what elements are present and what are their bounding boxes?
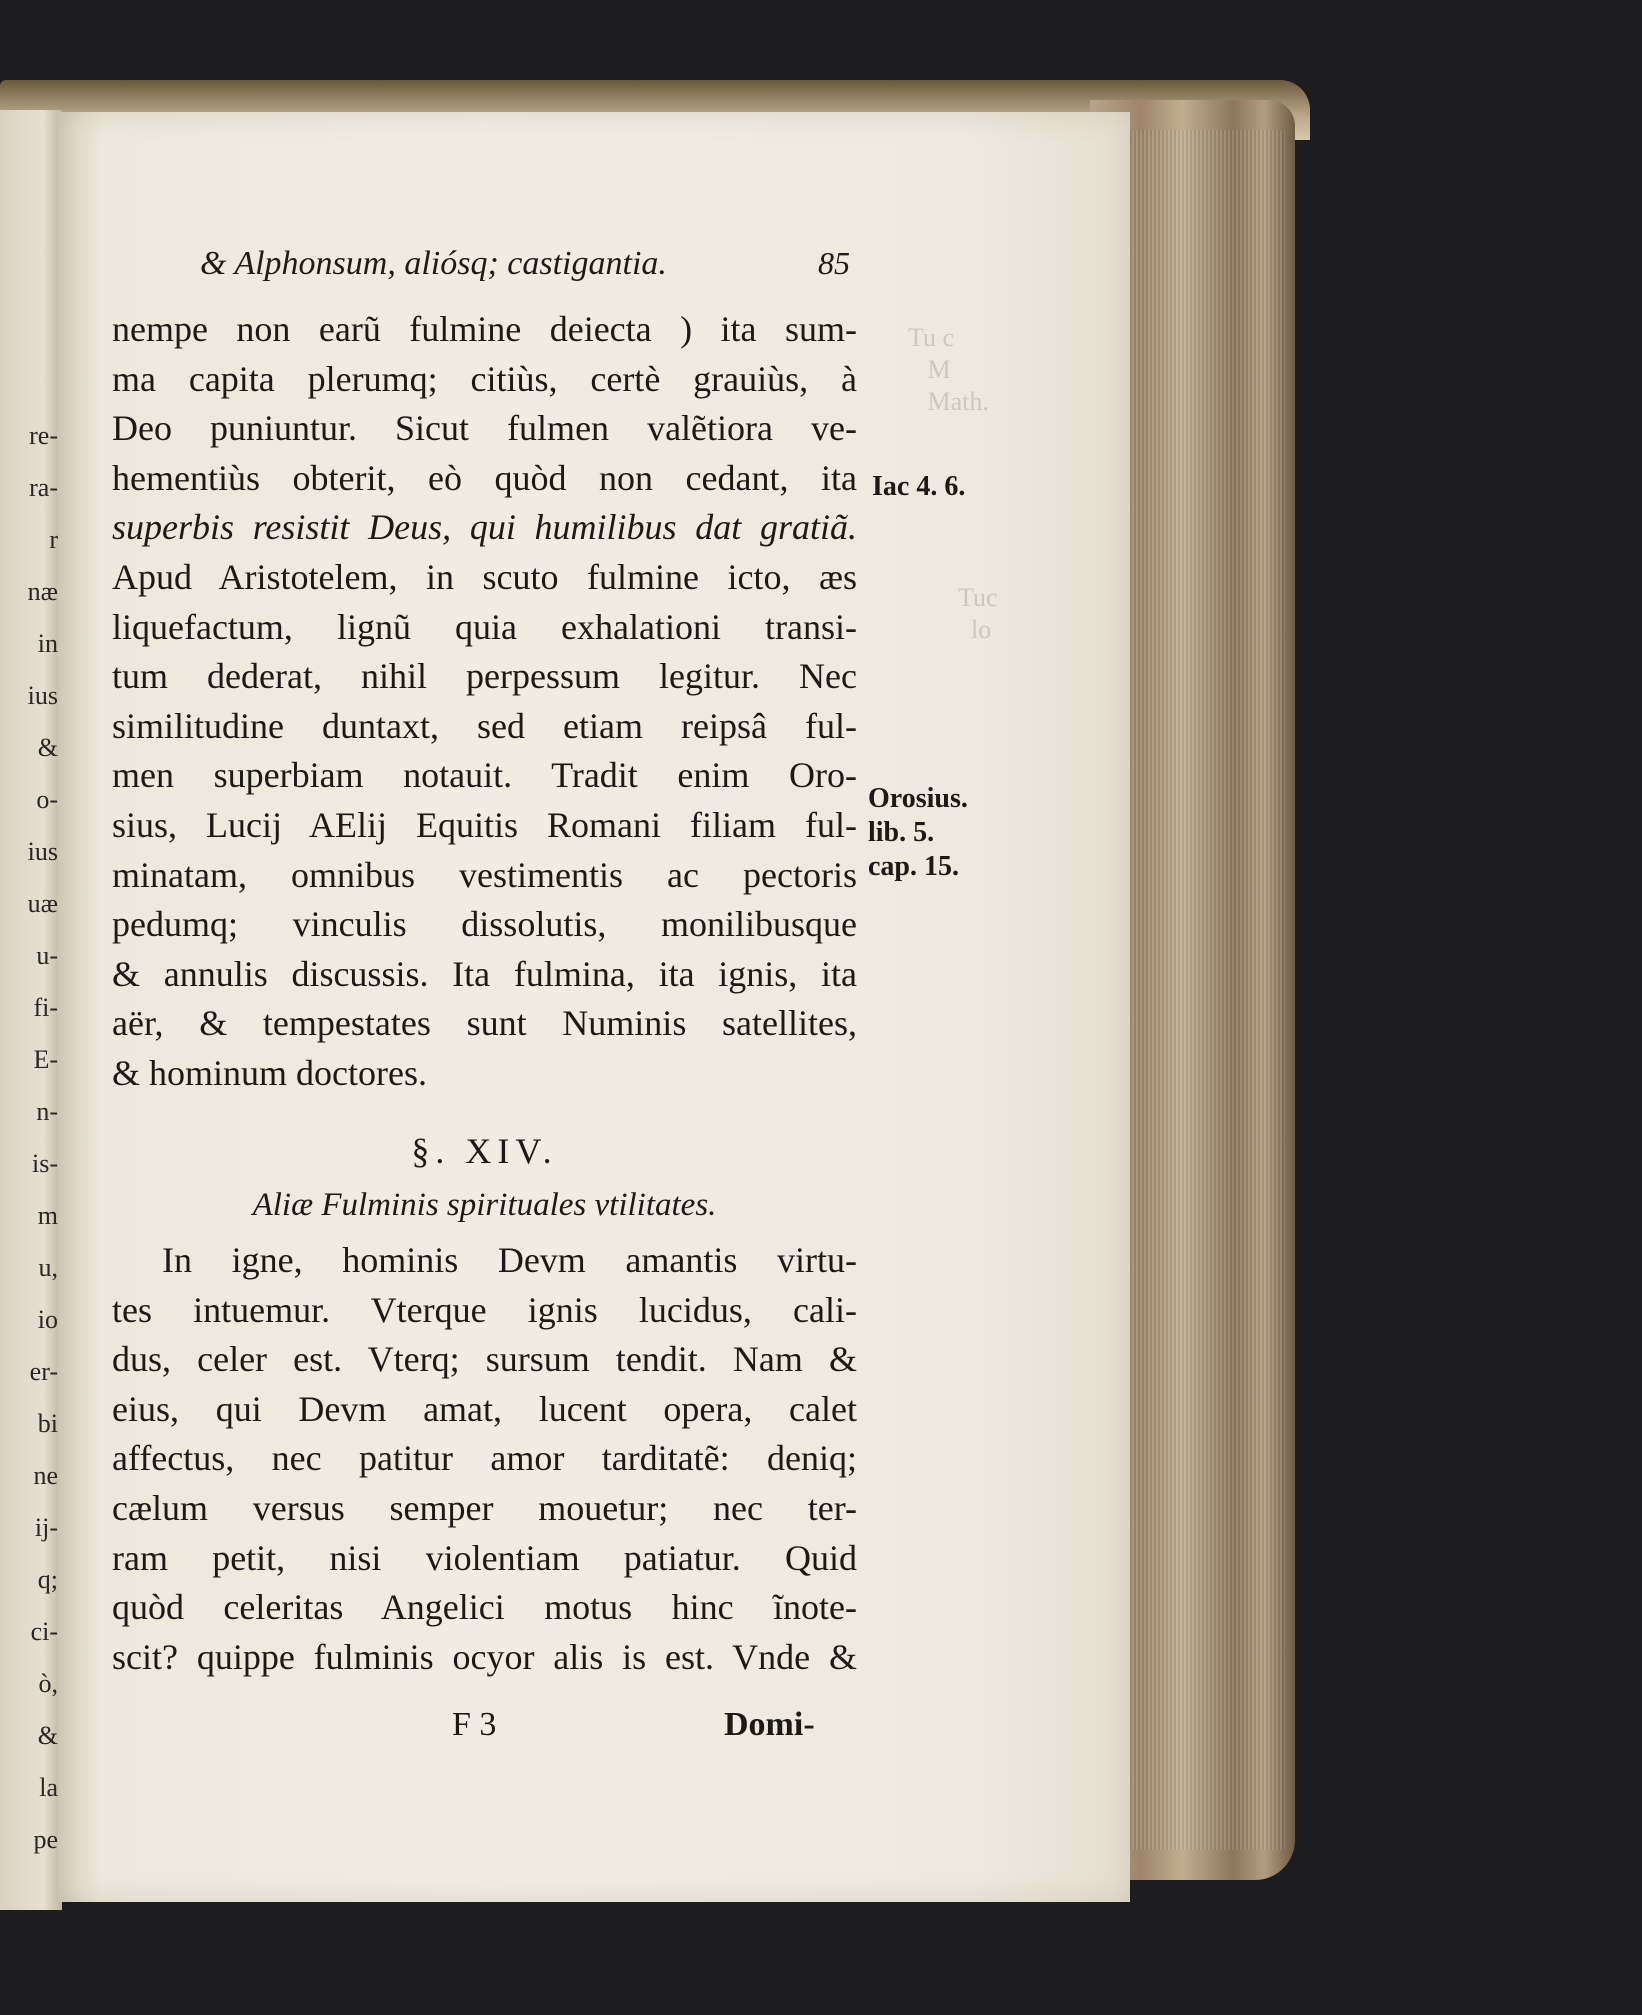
fragment: fi- <box>33 993 58 1022</box>
text-line: sius, Lucij AElij Equitis Romani filiam ful- <box>112 804 857 845</box>
text-line: & annulis discussis. Ita fulmina, ita ignis, ita <box>112 953 857 994</box>
running-title: & Alphonsum, aliósq; castigantia. <box>200 245 667 282</box>
text-line: affectus, nec patitur amor tarditatẽ: deniq; <box>112 1438 857 1479</box>
text-line: Apud Aristotelem, in scuto fulmine icto, æs <box>112 556 857 597</box>
text-line: ma capita plerumq; citiùs, certè grauiùs, à <box>112 358 857 399</box>
fragment: r <box>49 525 58 554</box>
fragment: næ <box>27 577 58 606</box>
catchword: Domi- <box>724 1706 815 1743</box>
fragment: q; <box>37 1565 58 1594</box>
text-line: nempe non earũ fulmine deiecta ) ita sum- <box>112 309 857 349</box>
text-line: ram petit, nisi violentiam patiatur. Quid <box>112 1537 857 1578</box>
fragment: ius <box>27 837 58 866</box>
fragment: o- <box>36 785 58 814</box>
fragment: u- <box>36 941 58 970</box>
fragment: bi <box>37 1409 58 1438</box>
section-heading: §. XIV. <box>411 1131 558 1171</box>
text-line: liquefactum, lignũ quia exhalationi transi- <box>112 606 857 647</box>
fragment: & <box>37 1721 58 1750</box>
left-page-fragments <box>2 410 58 1866</box>
fragment: ci- <box>30 1617 58 1646</box>
margin-note-line: lib. 5. <box>868 817 935 848</box>
fragment: u, <box>38 1253 58 1282</box>
main-text-block <box>112 305 857 1099</box>
page-number: 85 <box>818 245 850 281</box>
fragment: pe <box>33 1825 58 1854</box>
fragment: la <box>39 1773 58 1802</box>
fragment: is- <box>32 1149 58 1178</box>
fragment: & <box>37 733 58 762</box>
fragment: m <box>37 1201 58 1230</box>
fragment: io <box>37 1305 58 1334</box>
text-line: scit? quippe fulminis ocyor alis is est. Vnde & <box>112 1636 857 1677</box>
text-line: pedumq; vinculis dissolutis, monilibusque <box>112 904 857 945</box>
fragment: ij- <box>34 1513 58 1542</box>
fragment: n- <box>36 1097 58 1126</box>
text-line: aër, & tempestates sunt Numinis satellites, <box>112 1003 857 1044</box>
text-line: tes intuemur. Vterque ignis lucidus, cali- <box>112 1289 857 1330</box>
text-line: Deo puniuntur. Sicut fulmen valẽtiora ve- <box>112 408 857 449</box>
fragment: uæ <box>27 889 58 918</box>
text-line: & hominum doctores. <box>112 1052 427 1093</box>
text-line: tum dederat, nihil perpessum legitur. Nec <box>112 656 857 697</box>
fragment: ra- <box>29 473 58 502</box>
signature-mark: F 3 <box>452 1706 497 1743</box>
margin-note-orosius <box>868 782 968 884</box>
text-line: similitudine duntaxt, sed etiam reipsâ ful- <box>112 705 857 746</box>
fragment: ius <box>27 681 58 710</box>
margin-note-iac: Iac 4. 6. <box>872 471 966 502</box>
second-text-block <box>112 1235 857 1681</box>
margin-note-line: Orosius. <box>868 783 968 814</box>
section-subheading: Aliæ Fulminis spirituales vtilitates. <box>252 1187 717 1223</box>
fragment: ò, <box>38 1669 58 1698</box>
text-line: eius, qui Devm amat, lucent opera, calet <box>112 1388 857 1429</box>
fragment: in <box>37 629 58 658</box>
text-line: quòd celeritas Angelici motus hinc ĩnote- <box>112 1587 857 1628</box>
text-line: superbis resistit Deus, qui humilibus dat gratiã. <box>112 507 857 548</box>
fragment: ne <box>33 1461 58 1490</box>
text-line: cælum versus semper mouetur; nec ter- <box>112 1487 857 1528</box>
text-line: hementiùs obterit, eò quòd non cedant, ita <box>112 457 857 498</box>
fragment: E- <box>33 1045 58 1074</box>
margin-note-line: cap. 15. <box>868 851 959 882</box>
text-line: men superbiam notauit. Tradit enim Oro- <box>112 755 857 796</box>
show-through-text: Tu c M Math. <box>908 323 989 416</box>
fragment: re- <box>29 421 58 450</box>
fragment: er- <box>29 1357 58 1386</box>
text-line: minatam, omnibus vestimentis ac pectoris <box>112 854 857 895</box>
text-line: In igne, hominis Devm amantis virtu- <box>162 1240 857 1280</box>
show-through-text: Tuc lo <box>958 583 998 644</box>
left-page-strip <box>0 110 62 1910</box>
text-line: dus, celer est. Vterq; sursum tendit. Nam & <box>112 1339 857 1380</box>
